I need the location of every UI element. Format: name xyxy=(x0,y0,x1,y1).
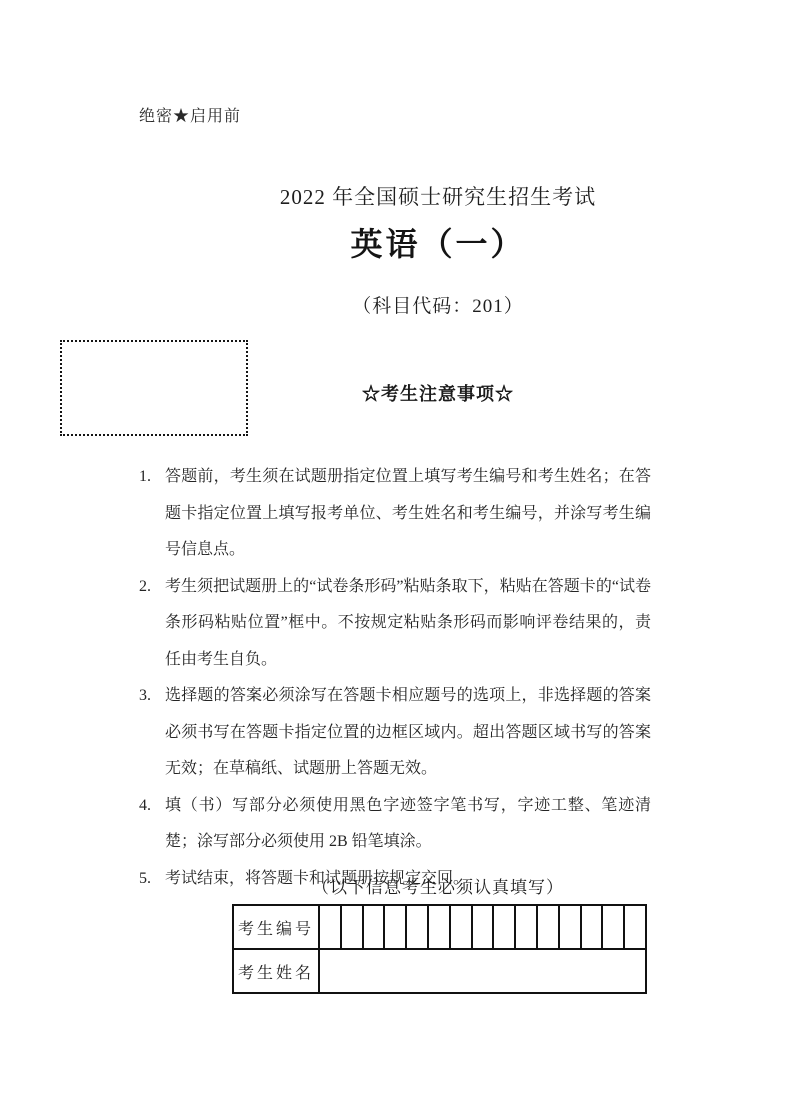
candidate-name-row xyxy=(234,948,645,992)
candidate-name-cell xyxy=(320,950,645,992)
subject-title: 英语（一） xyxy=(350,226,526,262)
number-cell xyxy=(405,906,427,948)
notice-item xyxy=(139,788,651,861)
notice-number: 3. xyxy=(139,687,151,704)
number-cell xyxy=(536,906,558,948)
notice-text: 填（书）写部分必须使用黑色字迹签字笔书写，字迹工整、笔迹清楚；涂写部分必须使用 2B 铅笔填涂。 xyxy=(165,796,651,850)
notice-heading: ☆考生注意事项☆ xyxy=(362,384,514,404)
number-cell xyxy=(514,906,536,948)
number-cell xyxy=(601,906,623,948)
candidate-name-label: 考生姓名 xyxy=(234,950,320,992)
number-cell xyxy=(340,906,362,948)
notice-text: 答题前，考生须在试题册指定位置上填写考生编号和考生姓名；在答题卡指定位置上填写报考单位、考生姓名和考生编号，并涂写考生编号信息点。 xyxy=(165,468,651,558)
exam-title: 2022 年全国硕士研究生招生考试 xyxy=(279,185,597,209)
notice-item xyxy=(139,569,651,679)
candidate-number-label: 考生编号 xyxy=(234,906,320,948)
notice-number: 1. xyxy=(139,468,151,485)
candidate-number-cells xyxy=(320,906,645,948)
secrecy-label: 绝密★启用前 xyxy=(139,108,242,125)
notice-text: 选择题的答案必须涂写在答题卡相应题号的选项上，非选择题的答案必须书写在答题卡指定位置的边框区域内。超出答题区域书写的答案无效；在草稿纸、试题册上答题无效。 xyxy=(165,687,651,777)
number-cell xyxy=(383,906,405,948)
notice-number: 2. xyxy=(139,577,151,595)
candidate-number-row xyxy=(234,906,645,948)
number-cell xyxy=(427,906,449,948)
notice-list xyxy=(139,459,651,897)
number-cell xyxy=(320,906,340,948)
fill-in-notice: （以下信息考生必须认真填写） xyxy=(312,878,564,897)
notice-number: 4. xyxy=(139,796,151,814)
number-cell xyxy=(558,906,580,948)
subject-code: （科目代码：201） xyxy=(352,296,524,317)
number-cell xyxy=(492,906,514,948)
number-cell xyxy=(580,906,602,948)
number-cell xyxy=(362,906,384,948)
notice-text: 考试结束，将答题卡和试题册按规定交回。 xyxy=(165,869,470,887)
candidate-info-table xyxy=(232,904,647,994)
number-cell xyxy=(471,906,493,948)
notice-number: 5. xyxy=(139,869,151,887)
notice-item xyxy=(139,459,651,569)
notice-text: 考生须把试题册上的“试卷条形码”粘贴条取下，粘贴在答题卡的“试卷条形码粘贴位置”框中。不按规定粘贴条形码而影响评卷结果的，责任由考生自负。 xyxy=(165,577,651,668)
number-cell xyxy=(449,906,471,948)
notice-item xyxy=(139,678,651,788)
number-cell xyxy=(623,906,645,948)
